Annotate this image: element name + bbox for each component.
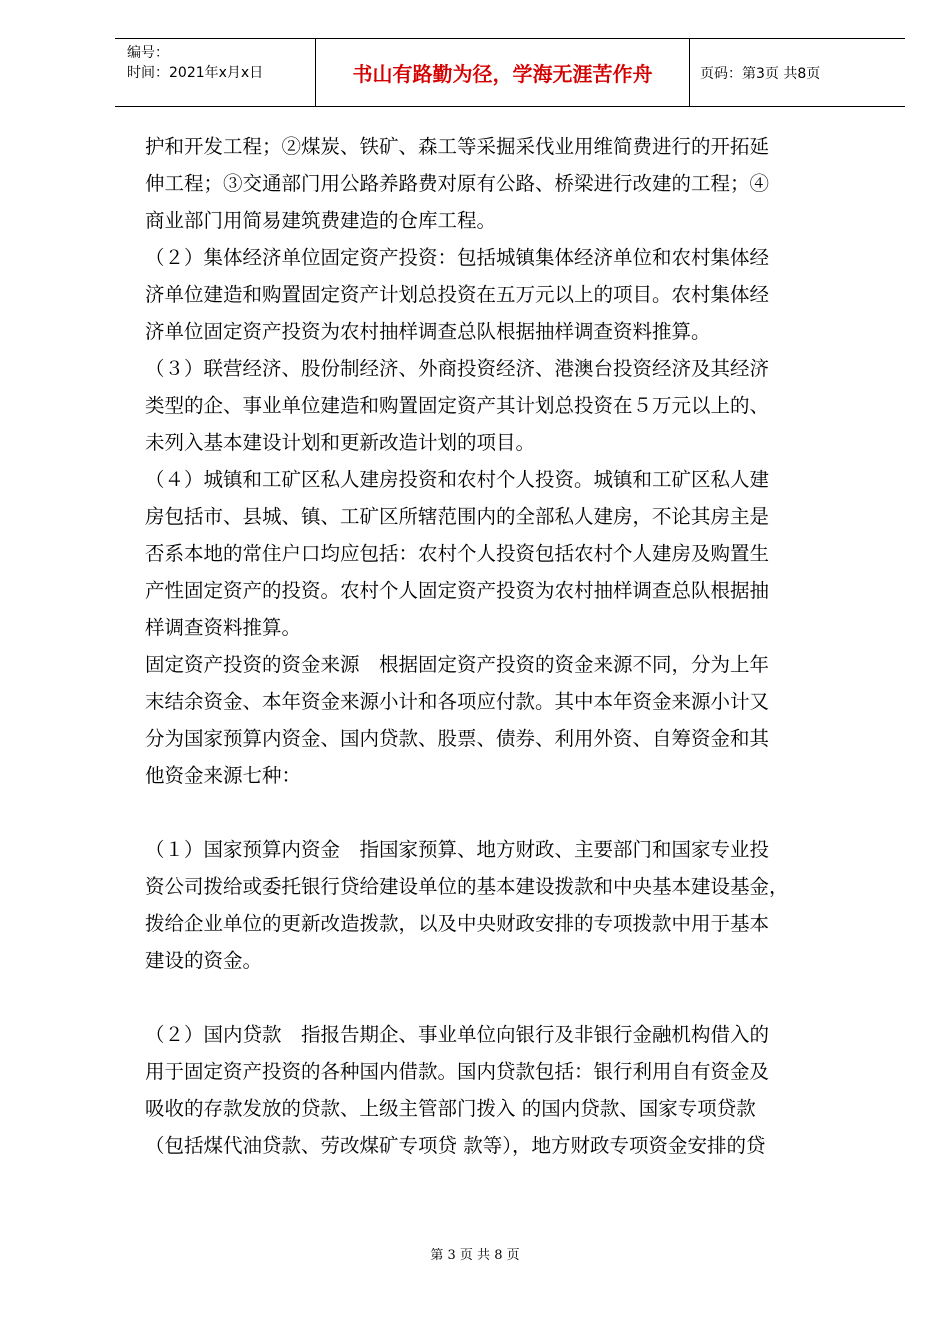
body-line: （３）联营经济、股份制经济、外商投资经济、港澳台投资经济及其经济 [145, 357, 770, 380]
body-line: 他资金来源七种： [145, 764, 302, 787]
body-line: 伸工程；③交通部门用公路养路费对原有公路、桥梁进行改建的工程；④ [145, 172, 770, 195]
body-line: 济单位固定资产投资为农村抽样调查总队根据抽样调查资料推算。 [145, 320, 711, 343]
body-line: 济单位建造和购置固定资产计划总投资在五万元以上的项目。农村集体经 [145, 283, 770, 306]
page-header [115, 38, 905, 107]
body-line: 用于固定资产投资的各种国内借款。国内贷款包括：银行利用自有资金及 [145, 1060, 770, 1083]
document-body [145, 128, 870, 1164]
body-line: 商业部门用简易建筑费建造的仓库工程。 [145, 209, 497, 232]
body-line: 末结余资金、本年资金来源小计和各项应付款。其中本年资金来源小计又 [145, 690, 770, 713]
body-line: 类型的企、事业单位建造和购置固定资产其计划总投资在５万元以上的、 [145, 394, 770, 417]
body-line: 建设的资金。 [145, 949, 263, 972]
body-line: （２）集体经济单位固定资产投资：包括城镇集体经济单位和农村集体经 [145, 246, 770, 269]
blank-line [145, 794, 870, 831]
body-line: 资公司拨给或委托银行贷给建设单位的基本建设拨款和中央基本建设基金， [145, 875, 789, 898]
body-line: 否系本地的常住户口均应包括：农村个人投资包括农村个人建房及购置生 [145, 542, 770, 565]
page-footer: 第 3 页 共 8 页 [430, 1248, 520, 1263]
header-motto: 书山有路勤为径，学海无涯苦作舟 [316, 39, 690, 106]
header-page-label: 页码：第3页 共8页 [700, 65, 821, 82]
blank-line [145, 979, 870, 1016]
code-label: 编号： [127, 45, 169, 61]
body-line: （４）城镇和工矿区私人建房投资和农村个人投资。城镇和工矿区私人建 [145, 468, 770, 491]
body-line: 未列入基本建设计划和更新改造计划的项目。 [145, 431, 536, 454]
body-line: 吸收的存款发放的贷款、上级主管部门拨入 的国内贷款、国家专项贷款 [145, 1097, 756, 1120]
body-line: 房包括市、县城、镇、工矿区所辖范围内的全部私人建房，不论其房主是 [145, 505, 770, 528]
body-line: （１）国家预算内资金 指国家预算、地方财政、主要部门和国家专业投 [145, 838, 770, 861]
body-line: 分为国家预算内资金、国内贷款、股票、债券、利用外资、自筹资金和其 [145, 727, 770, 750]
body-line: （２）国内贷款 指报告期企、事业单位向银行及非银行金融机构借入的 [145, 1023, 770, 1046]
body-line: （包括煤代油贷款、劳改煤矿专项贷 款等），地方财政专项资金安排的贷 [145, 1134, 766, 1157]
body-line: 样调查资料推算。 [145, 616, 302, 639]
header-meta [115, 39, 316, 106]
body-line: 护和开发工程；②煤炭、铁矿、森工等采掘采伐业用维简费进行的开拓延 [145, 135, 770, 158]
body-line: 产性固定资产的投资。农村个人固定资产投资为农村抽样调查总队根据抽 [145, 579, 770, 602]
body-line: 固定资产投资的资金来源 根据固定资产投资的资金来源不同，分为上年 [145, 653, 770, 676]
time-label: 时间：2021年x月x日 [127, 65, 264, 81]
body-line: 拨给企业单位的更新改造拨款，以及中央财政安排的专项拨款中用于基本 [145, 912, 770, 935]
